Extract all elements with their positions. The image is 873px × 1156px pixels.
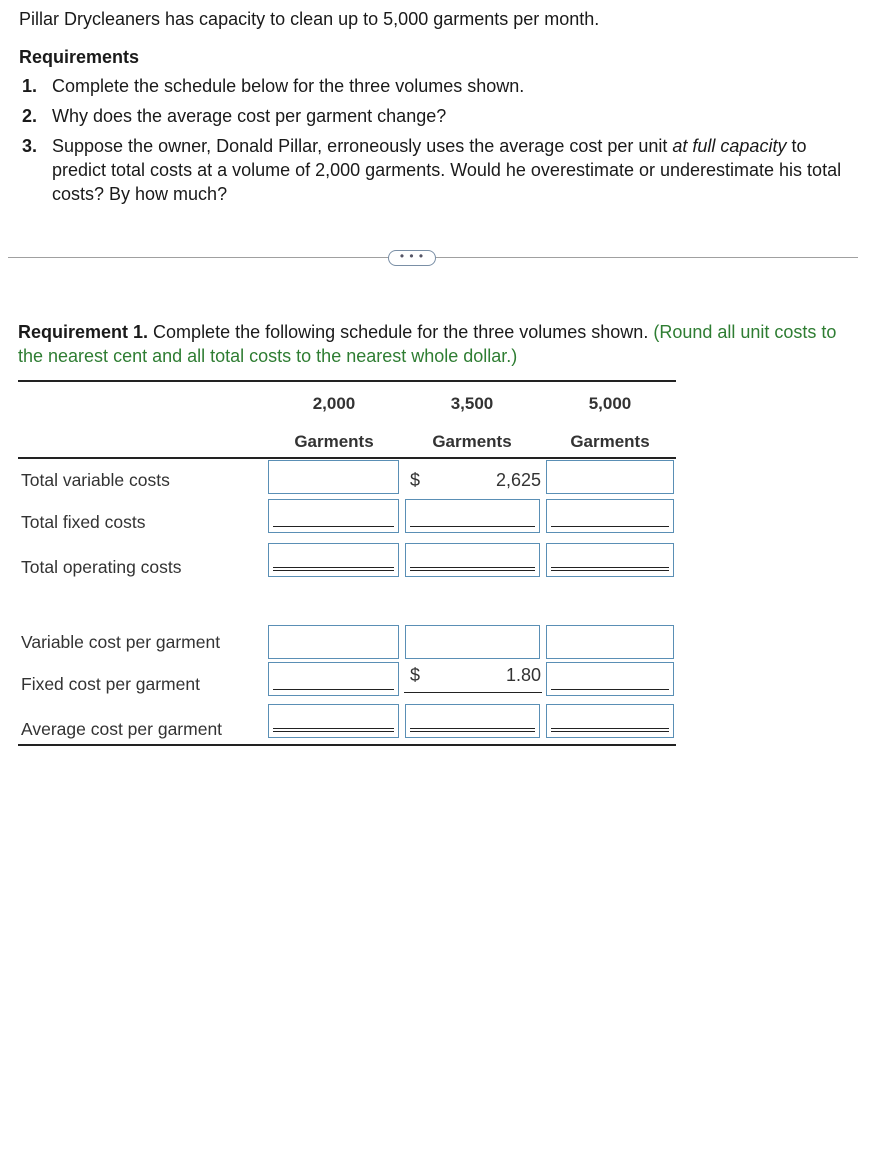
given-total-variable-3500: 2,625 <box>495 470 541 490</box>
input-total-variable-5000[interactable] <box>546 460 674 494</box>
rounding-hint: (Round all unit costs to the nearest cent and all total costs to the nearest whole dollar.) <box>18 322 837 366</box>
input-total-fixed-2000[interactable] <box>268 499 399 533</box>
requirement-text: Why does the average cost per garment change? <box>52 106 447 126</box>
requirement-item <box>22 134 842 206</box>
col-volume-2000: 2,000 <box>312 394 356 413</box>
requirement-text: Complete the schedule below for the three volumes shown. <box>52 76 525 96</box>
requirement-number: 3. <box>22 136 38 156</box>
col-unit-2000: Garments <box>294 432 374 451</box>
row-label-average-per: Average cost per garment <box>21 719 223 739</box>
table-top-rule <box>18 380 676 382</box>
given-underline <box>404 692 542 693</box>
input-total-fixed-5000[interactable] <box>546 499 674 533</box>
requirement-item <box>22 104 842 128</box>
col-unit-5000: Garments <box>570 432 650 451</box>
input-variable-per-5000[interactable] <box>546 625 674 659</box>
col-volume-5000: 5,000 <box>588 394 632 413</box>
currency-symbol: $ <box>410 665 421 685</box>
col-volume-3500: 3,500 <box>450 394 494 413</box>
requirement-text-pre: Suppose the owner, Donald Pillar, erroneously uses the average cost per unit <box>52 136 673 156</box>
requirements-list <box>22 74 842 212</box>
header-bottom-rule <box>18 457 676 459</box>
input-fixed-per-5000[interactable] <box>546 662 674 696</box>
row-label-total-fixed: Total fixed costs <box>21 512 146 532</box>
row-label-variable-per: Variable cost per garment <box>21 632 221 652</box>
currency-symbol: $ <box>410 470 421 490</box>
input-total-operating-3500[interactable] <box>405 543 540 577</box>
requirement-1-text: Complete the following schedule for the three volumes shown. <box>148 322 654 342</box>
problem-intro: Pillar Drycleaners has capacity to clean up to 5,000 garments per month. <box>19 9 600 29</box>
requirement-text-post: to predict total costs at a volume of 2,000 garments. Would he overestimate or underestimate his total costs? By how much? <box>52 136 842 204</box>
requirement-number: 2. <box>22 106 38 126</box>
input-variable-per-2000[interactable] <box>268 625 399 659</box>
requirement-1-instructions <box>18 320 848 368</box>
row-label-total-variable: Total variable costs <box>21 470 170 490</box>
input-variable-per-3500[interactable] <box>405 625 540 659</box>
requirement-item <box>22 74 842 98</box>
expand-more-button[interactable]: • • • <box>388 250 436 266</box>
input-average-per-5000[interactable] <box>546 704 674 738</box>
input-average-per-3500[interactable] <box>405 704 540 738</box>
requirements-heading: Requirements <box>19 47 140 67</box>
row-label-total-operating: Total operating costs <box>21 557 182 577</box>
input-total-fixed-3500[interactable] <box>405 499 540 533</box>
requirement-text-italic: at full capacity <box>672 136 787 156</box>
input-average-per-2000[interactable] <box>268 704 399 738</box>
col-unit-3500: Garments <box>432 432 512 451</box>
row-label-fixed-per: Fixed cost per garment <box>21 674 200 694</box>
input-fixed-per-2000[interactable] <box>268 662 399 696</box>
input-total-operating-2000[interactable] <box>268 543 399 577</box>
requirement-1-heading: Requirement 1. <box>18 322 149 342</box>
requirement-number: 1. <box>22 76 38 96</box>
input-total-variable-2000[interactable] <box>268 460 399 494</box>
table-bottom-rule <box>18 744 676 746</box>
given-fixed-per-3500: 1.80 <box>505 665 541 685</box>
input-total-operating-5000[interactable] <box>546 543 674 577</box>
